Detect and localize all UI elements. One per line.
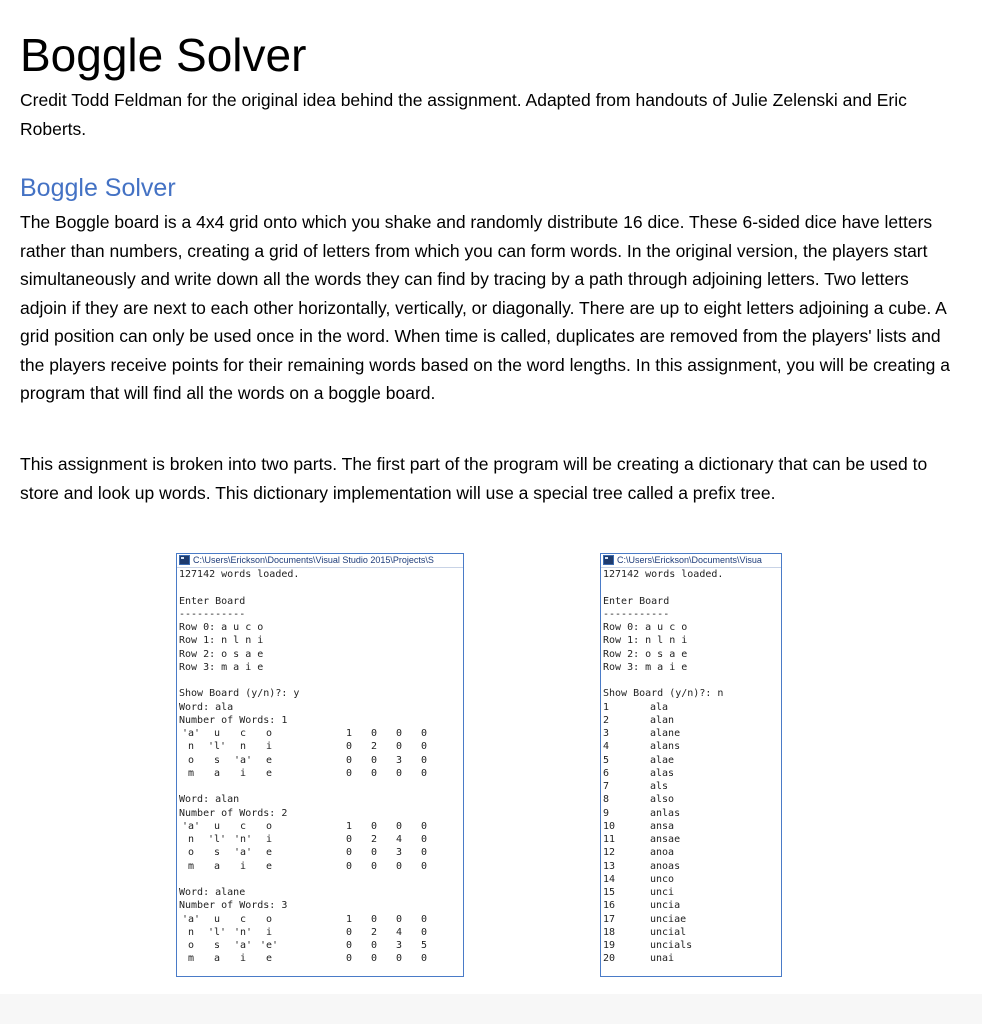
console-window-title: C:\Users\Erickson\Documents\Visua — [617, 555, 762, 565]
result-word-line: Word: ala — [179, 701, 234, 713]
word-list-row — [603, 740, 781, 753]
found-word: anoa — [650, 847, 675, 859]
trace-step-number: 1 — [345, 728, 353, 739]
blank-line — [603, 674, 781, 687]
trace-letter: c — [239, 728, 247, 739]
trace-letter: s — [213, 754, 221, 766]
word-list-row — [603, 873, 781, 886]
page-title: Boggle Solver — [20, 29, 307, 81]
board-row-3: Row 3: m a i e — [179, 661, 264, 673]
board-row-1: Row 1: n l n i — [179, 635, 264, 647]
board-trace-grid — [179, 727, 463, 780]
found-word: alas — [650, 767, 675, 779]
trace-letter: m — [187, 953, 195, 965]
board-row-1: Row 1: n l n i — [603, 635, 688, 647]
trace-step-number: 0 — [395, 741, 403, 753]
blank-line — [603, 581, 781, 594]
blank-line — [179, 780, 463, 793]
trace-letter: e — [265, 754, 273, 766]
found-word: anlas — [650, 807, 681, 819]
word-index: 16 — [603, 900, 616, 912]
console-output — [601, 568, 781, 966]
console-window-show-board — [176, 553, 464, 977]
trace-step-number: 0 — [370, 754, 378, 766]
trace-letter: 'n' — [233, 926, 253, 938]
word-list-row — [603, 767, 781, 780]
page-bottom-band — [0, 994, 982, 1024]
trace-letter: 'a' — [181, 913, 201, 925]
trace-letter: 'a' — [233, 847, 253, 859]
trace-letter: n — [187, 926, 195, 938]
trace-step-number: 0 — [370, 953, 378, 965]
console-window-word-list — [600, 553, 782, 977]
board-row-0: Row 0: a u c o — [179, 622, 264, 633]
trace-step-number: 2 — [370, 834, 378, 845]
trace-step-number: 0 — [345, 860, 353, 872]
word-list-row — [603, 952, 781, 965]
trace-step-number: 0 — [395, 953, 403, 965]
trace-letter: o — [187, 847, 195, 859]
found-word: anoas — [650, 860, 681, 872]
trace-letter: s — [213, 847, 221, 859]
trace-letter: m — [187, 767, 195, 779]
trace-step-number: 5 — [420, 940, 428, 951]
trace-letter: 'a' — [233, 940, 253, 951]
trace-letter: i — [239, 767, 247, 779]
word-list-row — [603, 899, 781, 912]
trace-step-number: 0 — [345, 754, 353, 766]
trace-step-number: 0 — [345, 741, 353, 753]
trace-grid-row — [179, 727, 463, 740]
trace-grid-row — [179, 939, 463, 952]
trace-letter: c — [239, 913, 247, 925]
credit-line: Credit Todd Feldman for the original idea behind the assignment. Adapted from handouts of Julie Zelenski and Eric Roberts. — [20, 90, 907, 139]
trace-step-number: 0 — [345, 953, 353, 965]
word-index: 1 — [603, 701, 610, 713]
word-index: 6 — [603, 767, 610, 779]
trace-step-number: 0 — [370, 860, 378, 872]
trace-letter: o — [187, 940, 195, 951]
word-list-row — [603, 727, 781, 740]
trace-step-number: 1 — [345, 820, 353, 832]
trace-step-number: 0 — [420, 834, 428, 845]
show-board-prompt: Show Board (y/n)?: n — [603, 688, 724, 700]
trace-letter: 'a' — [233, 754, 253, 766]
trace-letter: a — [213, 767, 221, 779]
trace-letter: i — [239, 953, 247, 965]
trace-step-number: 3 — [395, 754, 403, 766]
trace-step-number: 3 — [395, 940, 403, 951]
trace-grid-row — [179, 820, 463, 833]
found-word: uncials — [650, 940, 693, 951]
word-list-row — [603, 820, 781, 833]
trace-letter: o — [187, 754, 195, 766]
section-heading: Boggle Solver — [20, 174, 176, 202]
found-word: alans — [650, 741, 681, 753]
separator-line: ----------- — [179, 608, 246, 620]
result-word-line: Word: alane — [179, 887, 246, 898]
word-index: 3 — [603, 728, 610, 739]
intro-paragraph: The Boggle board is a 4x4 grid onto which you shake and randomly distribute 16 dice. These 6-sided dice have letters rather than numbers, creating a grid of letters from which you can form words. In the original version, the players start simultaneously and write down all the words they can find by tracing by a path through adjoining letters. Two letters adjoin if they are next to each other horizontally, vertically, or diagonally. There are up to eight letters adjoining a cube. A grid position can only be used once in the word. When time is called, duplicates are removed from the players' lists and the players receive points for their remaining words based on the word lengths. In this assignment, you will be creating a program that will find all the words on a boggle board. — [20, 212, 950, 403]
word-list — [603, 701, 781, 966]
trace-step-number: 0 — [345, 940, 353, 951]
trace-letter: e — [265, 847, 273, 859]
word-list-row — [603, 939, 781, 952]
word-list-row — [603, 860, 781, 873]
trace-grid-row — [179, 926, 463, 939]
trace-step-number: 0 — [345, 767, 353, 779]
board-row-3: Row 3: m a i e — [603, 661, 688, 673]
found-word: als — [650, 781, 669, 792]
trace-step-number: 0 — [370, 940, 378, 951]
word-index: 2 — [603, 714, 610, 726]
trace-step-number: 1 — [345, 913, 353, 925]
trace-letter: o — [265, 728, 273, 739]
board-trace-grid — [179, 820, 463, 873]
word-list-row — [603, 846, 781, 859]
word-index: 4 — [603, 741, 610, 753]
trace-step-number: 0 — [345, 834, 353, 845]
found-word: alan — [650, 714, 675, 726]
result-word-line: Word: alan — [179, 794, 240, 806]
trace-step-number: 0 — [420, 728, 428, 739]
trace-step-number: 2 — [370, 926, 378, 938]
found-word: ansae — [650, 834, 681, 845]
blank-line — [179, 674, 463, 687]
trace-step-number: 4 — [395, 926, 403, 938]
trace-grid-row — [179, 833, 463, 846]
word-list-row — [603, 754, 781, 767]
trace-letter: 'l' — [207, 926, 227, 938]
trace-step-number: 0 — [370, 728, 378, 739]
trace-letter: 'l' — [207, 834, 227, 845]
board-trace-grid — [179, 913, 463, 966]
word-results — [179, 701, 463, 966]
word-list-row — [603, 780, 781, 793]
word-index: 17 — [603, 913, 616, 925]
console-window-title: C:\Users\Erickson\Documents\Visual Studio 2015\Projects\S — [193, 555, 434, 565]
trace-grid-row — [179, 952, 463, 965]
trace-letter: o — [265, 913, 273, 925]
word-index: 12 — [603, 847, 616, 859]
trace-step-number: 4 — [395, 834, 403, 845]
word-list-row — [603, 913, 781, 926]
trace-letter: i — [265, 926, 273, 938]
board-row-2: Row 2: o s a e — [179, 648, 264, 660]
words-loaded-line: 127142 words loaded. — [179, 569, 300, 580]
trace-letter: n — [187, 741, 195, 753]
console-app-icon — [179, 555, 190, 565]
trace-step-number: 2 — [370, 741, 378, 753]
word-index: 10 — [603, 820, 616, 832]
trace-letter: e — [265, 953, 273, 965]
trace-letter: u — [213, 728, 221, 739]
trace-letter: 'a' — [181, 820, 201, 832]
word-list-row — [603, 833, 781, 846]
result-count-line: Number of Words: 3 — [179, 900, 288, 912]
word-index: 19 — [603, 940, 616, 951]
blank-line — [179, 581, 463, 594]
found-word: uncial — [650, 926, 687, 938]
found-word: ala — [650, 701, 669, 713]
console-titlebar — [601, 554, 781, 568]
word-index: 5 — [603, 754, 610, 766]
word-index: 8 — [603, 794, 610, 806]
trace-letter: i — [265, 834, 273, 845]
trace-step-number: 0 — [420, 860, 428, 872]
parts-paragraph: This assignment is broken into two parts. The first part of the program will be creating a dictionary that can be used to store and look up words. This dictionary implementation will use a special tree called a prefix tree. — [20, 454, 928, 503]
result-count-line: Number of Words: 1 — [179, 714, 288, 726]
trace-grid-row — [179, 754, 463, 767]
trace-letter: u — [213, 913, 221, 925]
words-loaded-line: 127142 words loaded. — [603, 569, 724, 580]
trace-letter: 'n' — [233, 834, 253, 845]
trace-grid-row — [179, 740, 463, 753]
trace-letter: i — [239, 860, 247, 872]
word-index: 14 — [603, 873, 616, 885]
trace-grid-row — [179, 860, 463, 873]
found-word: unciae — [650, 913, 687, 925]
trace-letter: n — [187, 834, 195, 845]
found-word: unai — [650, 953, 675, 965]
trace-step-number: 0 — [370, 913, 378, 925]
trace-step-number: 0 — [395, 767, 403, 779]
trace-step-number: 0 — [345, 847, 353, 859]
word-index: 11 — [603, 834, 616, 845]
trace-letter: 'a' — [181, 728, 201, 739]
word-index: 15 — [603, 887, 616, 898]
show-board-prompt: Show Board (y/n)?: y — [179, 688, 300, 700]
trace-letter: 'l' — [207, 741, 227, 753]
trace-letter: a — [213, 860, 221, 872]
trace-step-number: 0 — [395, 728, 403, 739]
trace-step-number: 0 — [420, 741, 428, 753]
enter-board-line: Enter Board — [179, 595, 246, 607]
separator-line: ----------- — [603, 608, 670, 620]
trace-grid-row — [179, 913, 463, 926]
found-word: uncia — [650, 900, 681, 912]
result-count-line: Number of Words: 2 — [179, 807, 288, 819]
console-titlebar — [177, 554, 463, 568]
trace-letter: c — [239, 820, 247, 832]
trace-letter: o — [265, 820, 273, 832]
board-row-2: Row 2: o s a e — [603, 648, 688, 660]
word-index: 20 — [603, 953, 616, 965]
board-row-0: Row 0: a u c o — [603, 622, 688, 633]
found-word: alane — [650, 728, 681, 739]
trace-step-number: 0 — [420, 913, 428, 925]
trace-step-number: 0 — [420, 847, 428, 859]
trace-step-number: 0 — [420, 754, 428, 766]
trace-letter: e — [265, 767, 273, 779]
trace-step-number: 0 — [395, 860, 403, 872]
trace-letter: s — [213, 940, 221, 951]
trace-grid-row — [179, 767, 463, 780]
trace-letter: i — [265, 741, 273, 753]
word-index: 7 — [603, 781, 610, 792]
trace-step-number: 0 — [370, 847, 378, 859]
trace-letter: m — [187, 860, 195, 872]
trace-step-number: 0 — [370, 767, 378, 779]
trace-step-number: 0 — [420, 953, 428, 965]
trace-step-number: 0 — [345, 926, 353, 938]
trace-letter: n — [239, 741, 247, 753]
enter-board-line: Enter Board — [603, 595, 670, 607]
trace-letter: a — [213, 953, 221, 965]
word-list-row — [603, 886, 781, 899]
found-word: ansa — [650, 820, 675, 832]
trace-letter: u — [213, 820, 221, 832]
word-list-row — [603, 807, 781, 820]
word-index: 9 — [603, 807, 610, 819]
trace-letter: 'e' — [259, 940, 279, 951]
found-word: unco — [650, 873, 675, 885]
found-word: alae — [650, 754, 675, 766]
found-word: unci — [650, 887, 675, 898]
trace-step-number: 0 — [420, 767, 428, 779]
trace-grid-row — [179, 846, 463, 859]
trace-step-number: 0 — [420, 926, 428, 938]
console-output — [177, 568, 463, 966]
word-index: 18 — [603, 926, 616, 938]
trace-step-number: 0 — [395, 820, 403, 832]
trace-step-number: 0 — [395, 913, 403, 925]
trace-step-number: 0 — [420, 820, 428, 832]
word-list-row — [603, 793, 781, 806]
word-list-row — [603, 701, 781, 714]
word-index: 13 — [603, 860, 616, 872]
trace-letter: e — [265, 860, 273, 872]
word-list-row — [603, 714, 781, 727]
trace-step-number: 0 — [370, 820, 378, 832]
trace-step-number: 3 — [395, 847, 403, 859]
word-list-row — [603, 926, 781, 939]
blank-line — [179, 873, 463, 886]
console-app-icon — [603, 555, 614, 565]
found-word: also — [650, 794, 675, 806]
